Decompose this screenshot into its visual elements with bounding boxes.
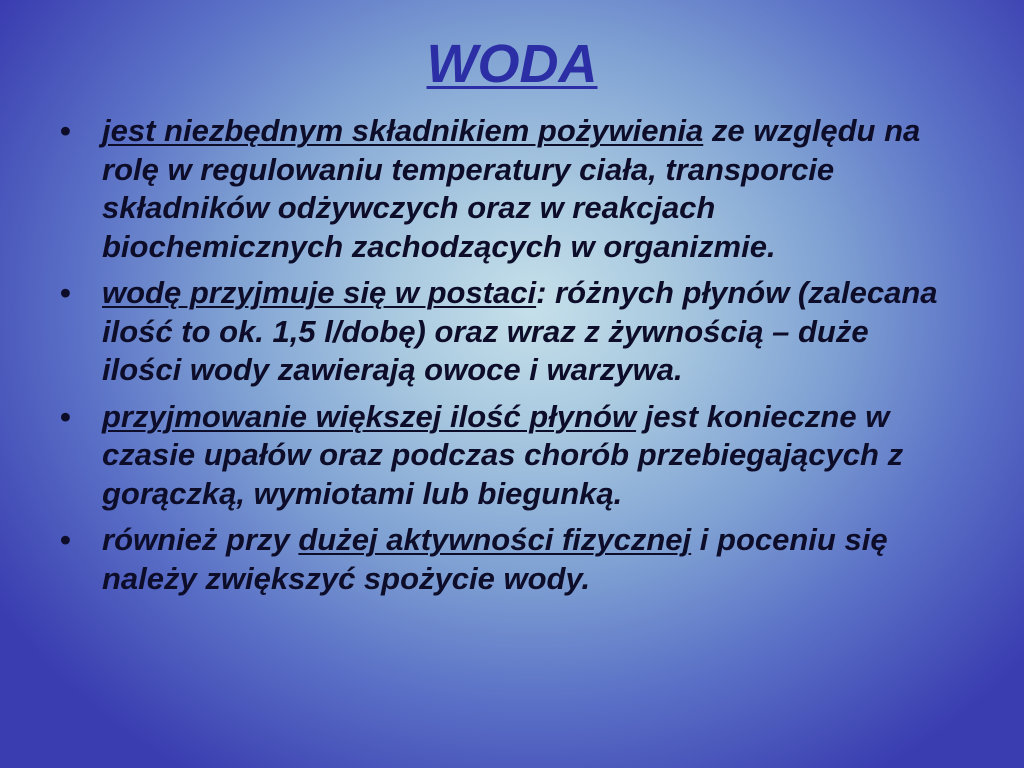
bullet-underlined-text: przyjmowanie większej ilość płynów (102, 398, 637, 434)
bullet-underlined-text: dużej aktywności fizycznej (298, 522, 692, 557)
bullet-text: : różnych płynów (zalecana ilość to ok. 1,5 l/dobę) oraz wraz z żywnością – duże ilości wody zawierają owoce i warzywa. (102, 275, 938, 387)
bullet-text: jest konieczne w czasie upałów oraz podczas chorób przebiegających z gorączką, wymiotami lub biegunką. (102, 398, 904, 511)
bullet-item (56, 521, 956, 598)
bullet-underlined-text: jest niezbędnym składnikiem pożywienia (102, 113, 704, 148)
bullet-marker: • (60, 522, 71, 557)
bullet-list (56, 112, 956, 606)
slide-title (0, 30, 1024, 98)
slide-title-text: WODA (426, 34, 598, 94)
bullet-item (56, 112, 956, 266)
bullet-text: ze względu na rolę w regulowaniu temperatury ciała, transporcie składników odżywczych oraz w reakcjach biochemicznych zachodzących w organizmie. (102, 113, 921, 264)
bullet-prefix-text: również przy (102, 522, 299, 557)
bullet-underlined-text: wodę przyjmuje się w postaci (102, 275, 537, 310)
bullet-marker: • (60, 113, 71, 148)
bullet-marker: • (60, 398, 71, 434)
bullet-item (56, 274, 956, 390)
bullet-text: i poceniu się należy zwiększyć spożycie wody. (102, 522, 888, 596)
bullet-item (56, 398, 956, 514)
bullet-marker: • (60, 275, 71, 310)
